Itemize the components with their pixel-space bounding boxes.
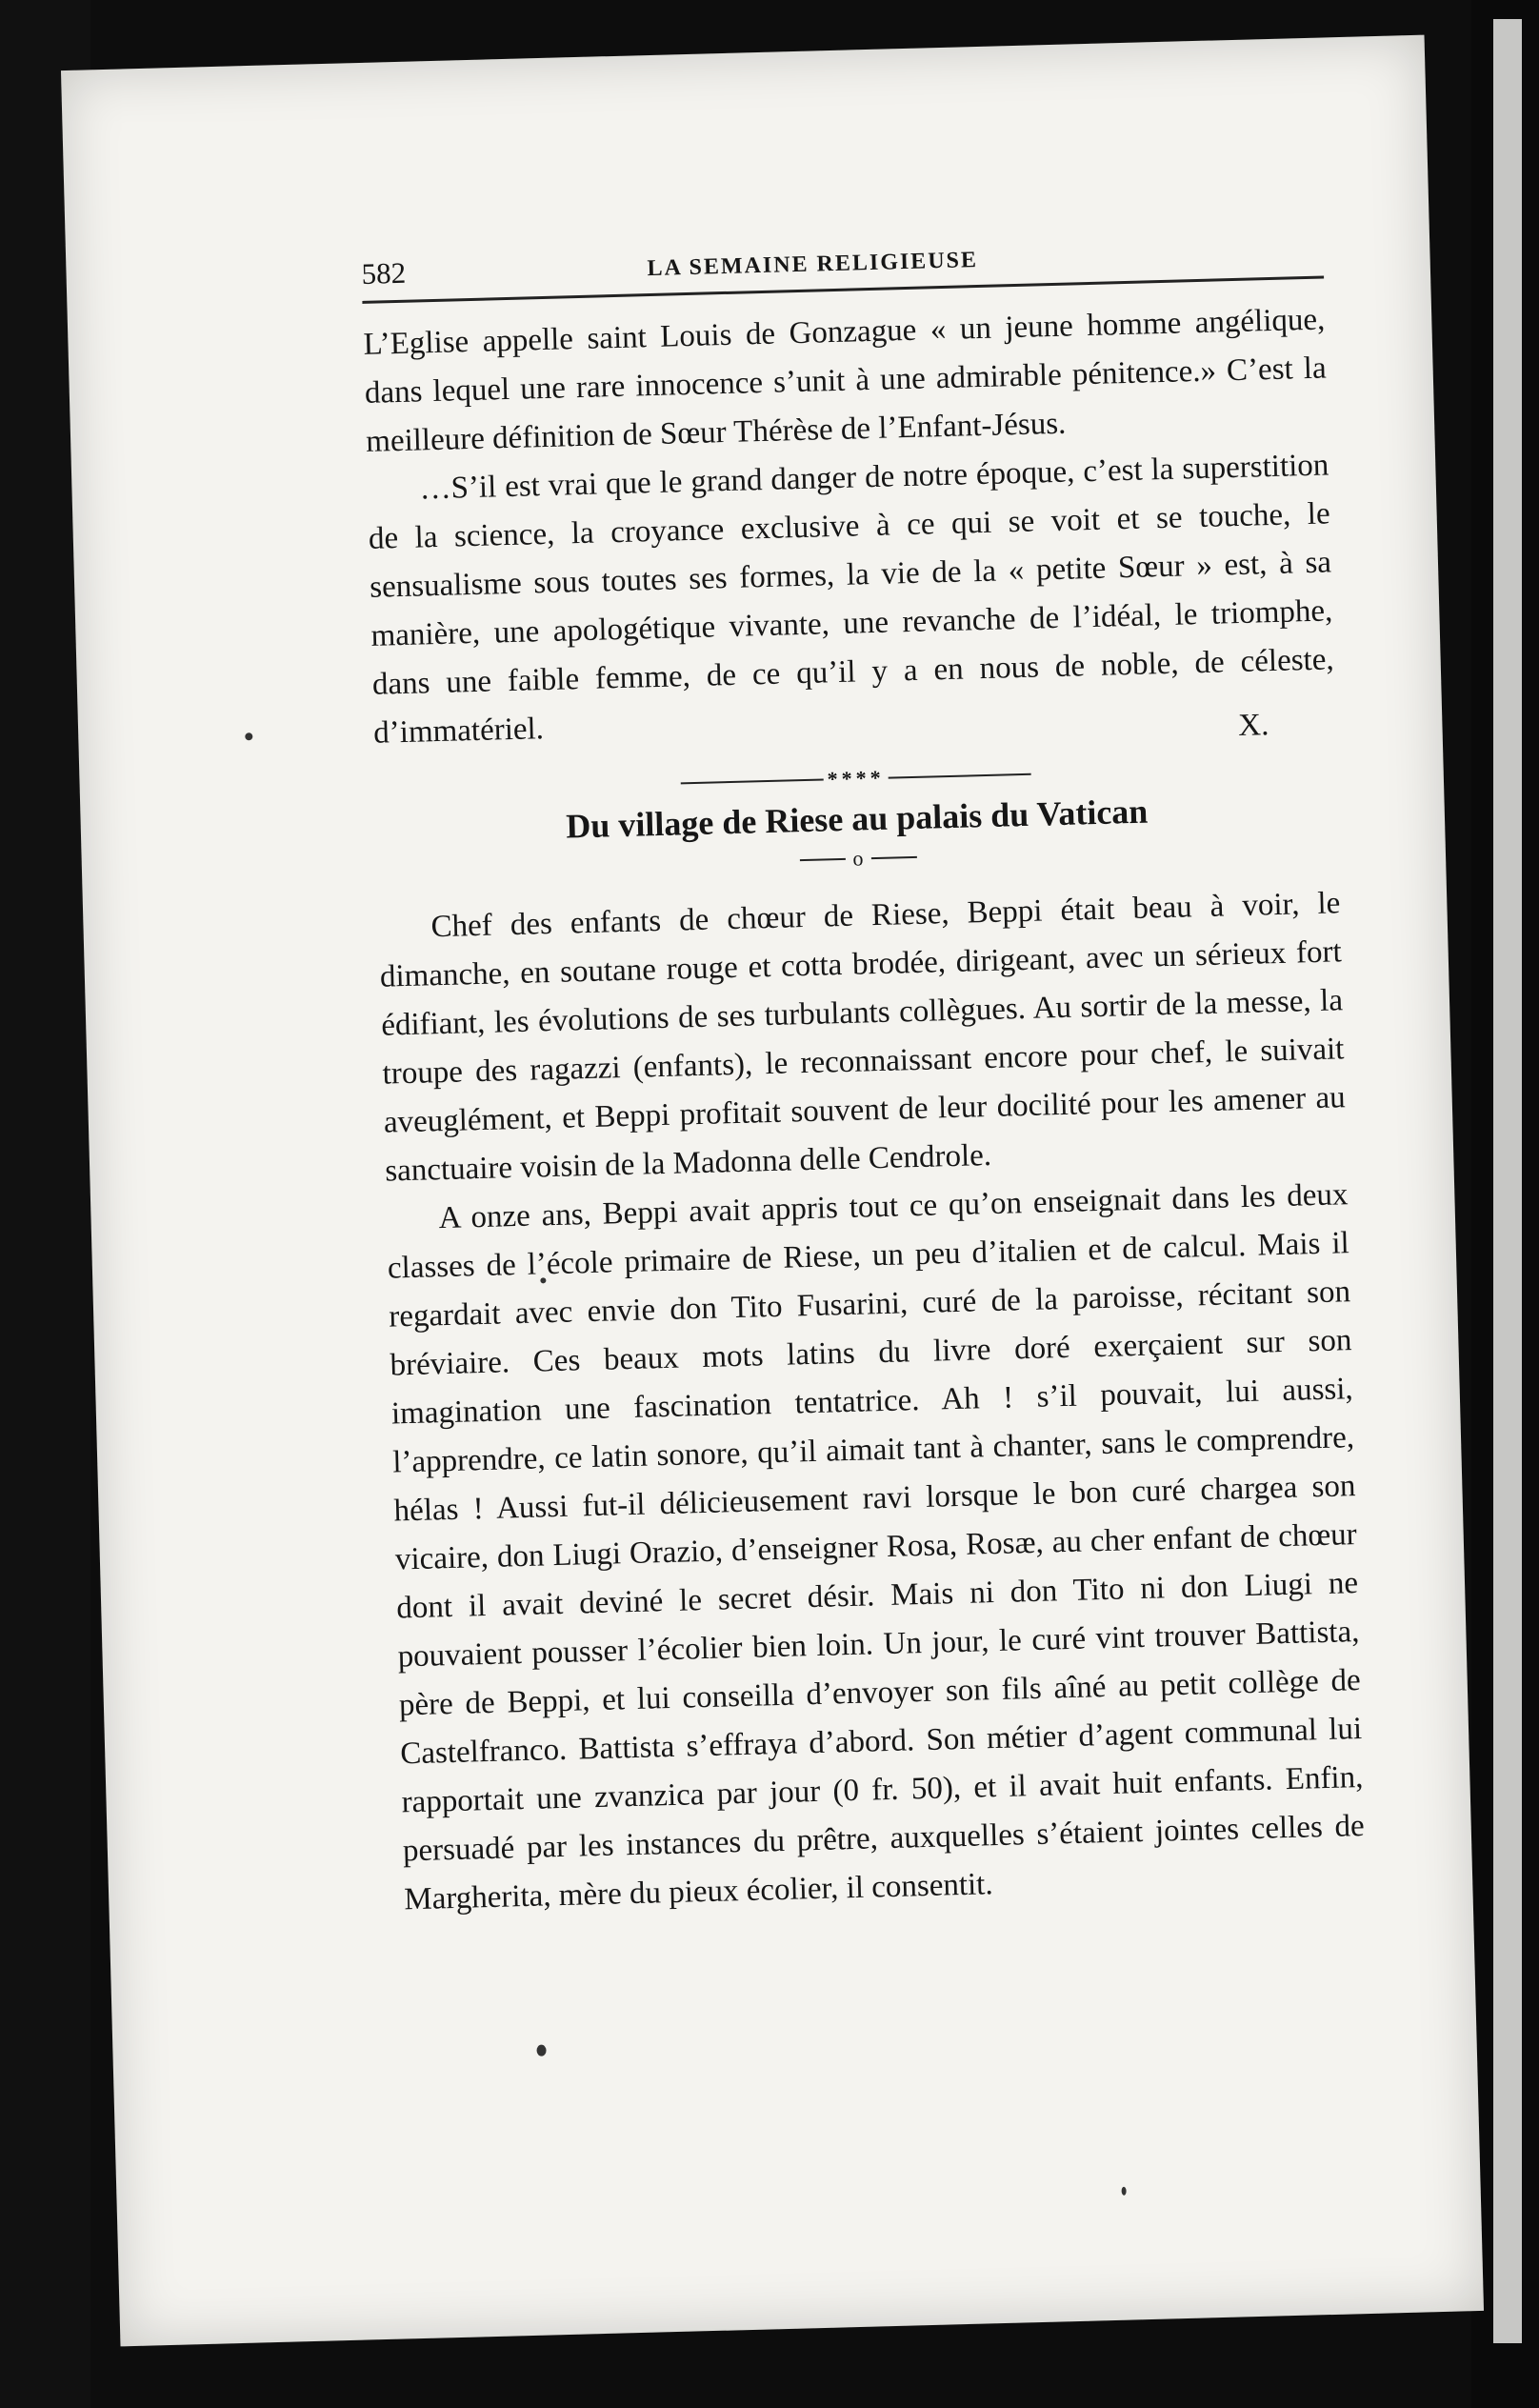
ink-speck — [245, 732, 252, 740]
title-ornament-rule-left — [799, 858, 845, 861]
article1-paragraph-1: L’Eglise appelle saint Louis de Gonzague « un jeune homme angélique, dans lequel une rare innocence s’unit à une admirable pénitence.» C’est la meilleure définition de Sœur Thérèse de l’Enfant-Jésus. — [363, 302, 1328, 459]
article2-paragraph-1: Chef des enfants de chœur de Riese, Beppi était beau à voir, le dimanche, en soutane rouge et cotta brodée, dirigeant, avec un sérieux fort édifiant, les évolutions de ses turbulants collègues. Au sortir de la messe, la troupe des ragazzi (enfants), le reconnaissant encore pour chef, le suivait aveuglément, et Beppi profitait souvent de leur docilité pour les amener au sanctuaire voisin de la Madonna delle Cendrole. — [379, 886, 1347, 1189]
separator-rule-left — [681, 778, 824, 784]
title-ornament-circle: o — [852, 846, 864, 871]
adjacent-page-edge — [1493, 19, 1522, 2343]
page-number: 582 — [361, 255, 407, 291]
running-header — [361, 219, 1324, 304]
article1-paragraph-2: …S’il est vrai que le grand danger de notre époque, c’est la superstition de la science, la croyance exclusive à ce qui se voit et se touche, le sensualisme sous toutes ses formes, la vie de la « petite Sœur » est, à sa manière, une apologétique vivante, une revanche de l’idéal, le triomphe, dans une faible femme, de ce qu’il y a en nous de noble, de céleste, d’immatériel. — [368, 448, 1335, 751]
article1-signature: X. — [1237, 708, 1269, 744]
separator-rule-right — [889, 773, 1031, 779]
separator-stars: **** — [827, 765, 886, 792]
title-ornament-rule-right — [870, 856, 916, 859]
ink-speck — [1122, 2187, 1127, 2196]
ink-speck — [536, 2045, 546, 2057]
page-content — [361, 219, 1367, 1925]
article2-paragraph-2: A onze ans, Beppi avait appris tout ce qu’on enseignait dans les deux classes de l’école primaire de Riese, un peu d’italien et de calcul. Mais il regardait avec envie don Tito Fusarini, curé de la paroisse, récitant son bréviaire. Ces beaux mots latins du livre doré exerçaient sur son imagination une fascination tentatrice. Ah ! s’il pouvait, lui aussi, l’apprendre, ce latin sonore, qu’il aimait tant à chanter, sans le comprendre, hélas ! Aussi fut-il délicieusement ravi lorsque le bon curé chargea son vicaire, don Liugi Orazio, d’enseigner Rosa, Rosæ, au cher enfant de chœur dont il avait deviné le secret désir. Mais ni don Tito ni don Liugi ne pouvaient pousser l’écolier bien loin. Un jour, le curé vint trouver Battista, père de Beppi, et lui conseilla d’envoyer son fils aîné au petit collège de Castelfranco. Battista s’effraya d’abord. Son métier d’agent communal lui rapportait une zvanzica par jour (0 fr. 50), et il avait huit enfants. Enfin, persuadé par les instances du prêtre, auxquelles s’étaient jointes celles de Margherita, mère du pieux écolier, il consentit. — [387, 1177, 1366, 1917]
document-page — [61, 35, 1484, 2347]
running-title: LA SEMAINE RELIGIEUSE — [647, 248, 979, 282]
article2-title: Du village de Riese au palais du Vatican — [565, 792, 1149, 846]
